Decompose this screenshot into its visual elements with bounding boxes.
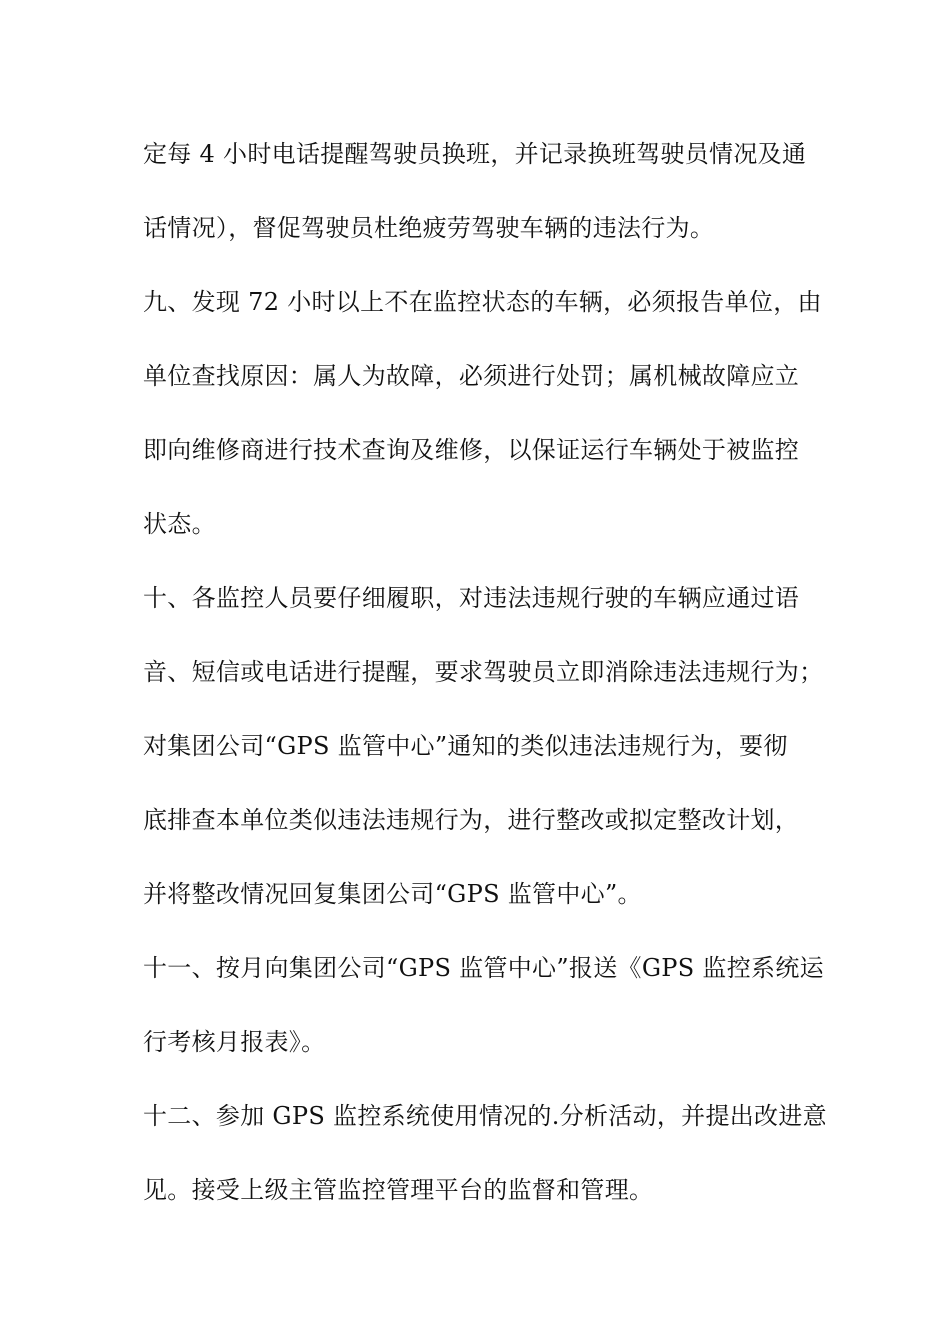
text-line: 十一、按月向集团公司“GPS 监管中心”报送《GPS 监控系统运: [143, 954, 824, 982]
text-line: 十二、参加 GPS 监控系统使用情况的.分析活动，并提出改进意: [143, 1102, 827, 1130]
text-line: 对集团公司“GPS 监管中心”通知的类似违法违规行为，要彻: [143, 732, 788, 760]
text-line: 底排查本单位类似违法违规行为，进行整改或拟定整改计划，: [143, 806, 800, 834]
document-body: [143, 128, 827, 1238]
text-line: 行考核月报表》。: [143, 1028, 326, 1056]
text-line: 十、各监控人员要仔细履职，对违法违规行驶的车辆应通过语: [143, 584, 800, 612]
text-line: 即向维修商进行技术查询及维修，以保证运行车辆处于被监控: [143, 436, 800, 464]
text-line: 单位查找原因：属人为故障，必须进行处罚；属机械故障应立: [143, 362, 800, 390]
text-line: 话情况），督促驾驶员杜绝疲劳驾驶车辆的违法行为。: [143, 214, 715, 242]
text-line: 定每 4 小时电话提醒驾驶员换班，并记录换班驾驶员情况及通: [143, 140, 807, 168]
text-line: 九、发现 72 小时以上不在监控状态的车辆，必须报告单位，由: [143, 288, 822, 316]
text-line: 见。接受上级主管监控管理平台的监督和管理。: [143, 1176, 654, 1204]
text-line: 并将整改情况回复集团公司“GPS 监管中心”。: [143, 880, 642, 908]
text-line: 状态。: [143, 510, 216, 538]
text-line: 音、短信或电话进行提醒，要求驾驶员立即消除违法违规行为；: [143, 658, 824, 686]
